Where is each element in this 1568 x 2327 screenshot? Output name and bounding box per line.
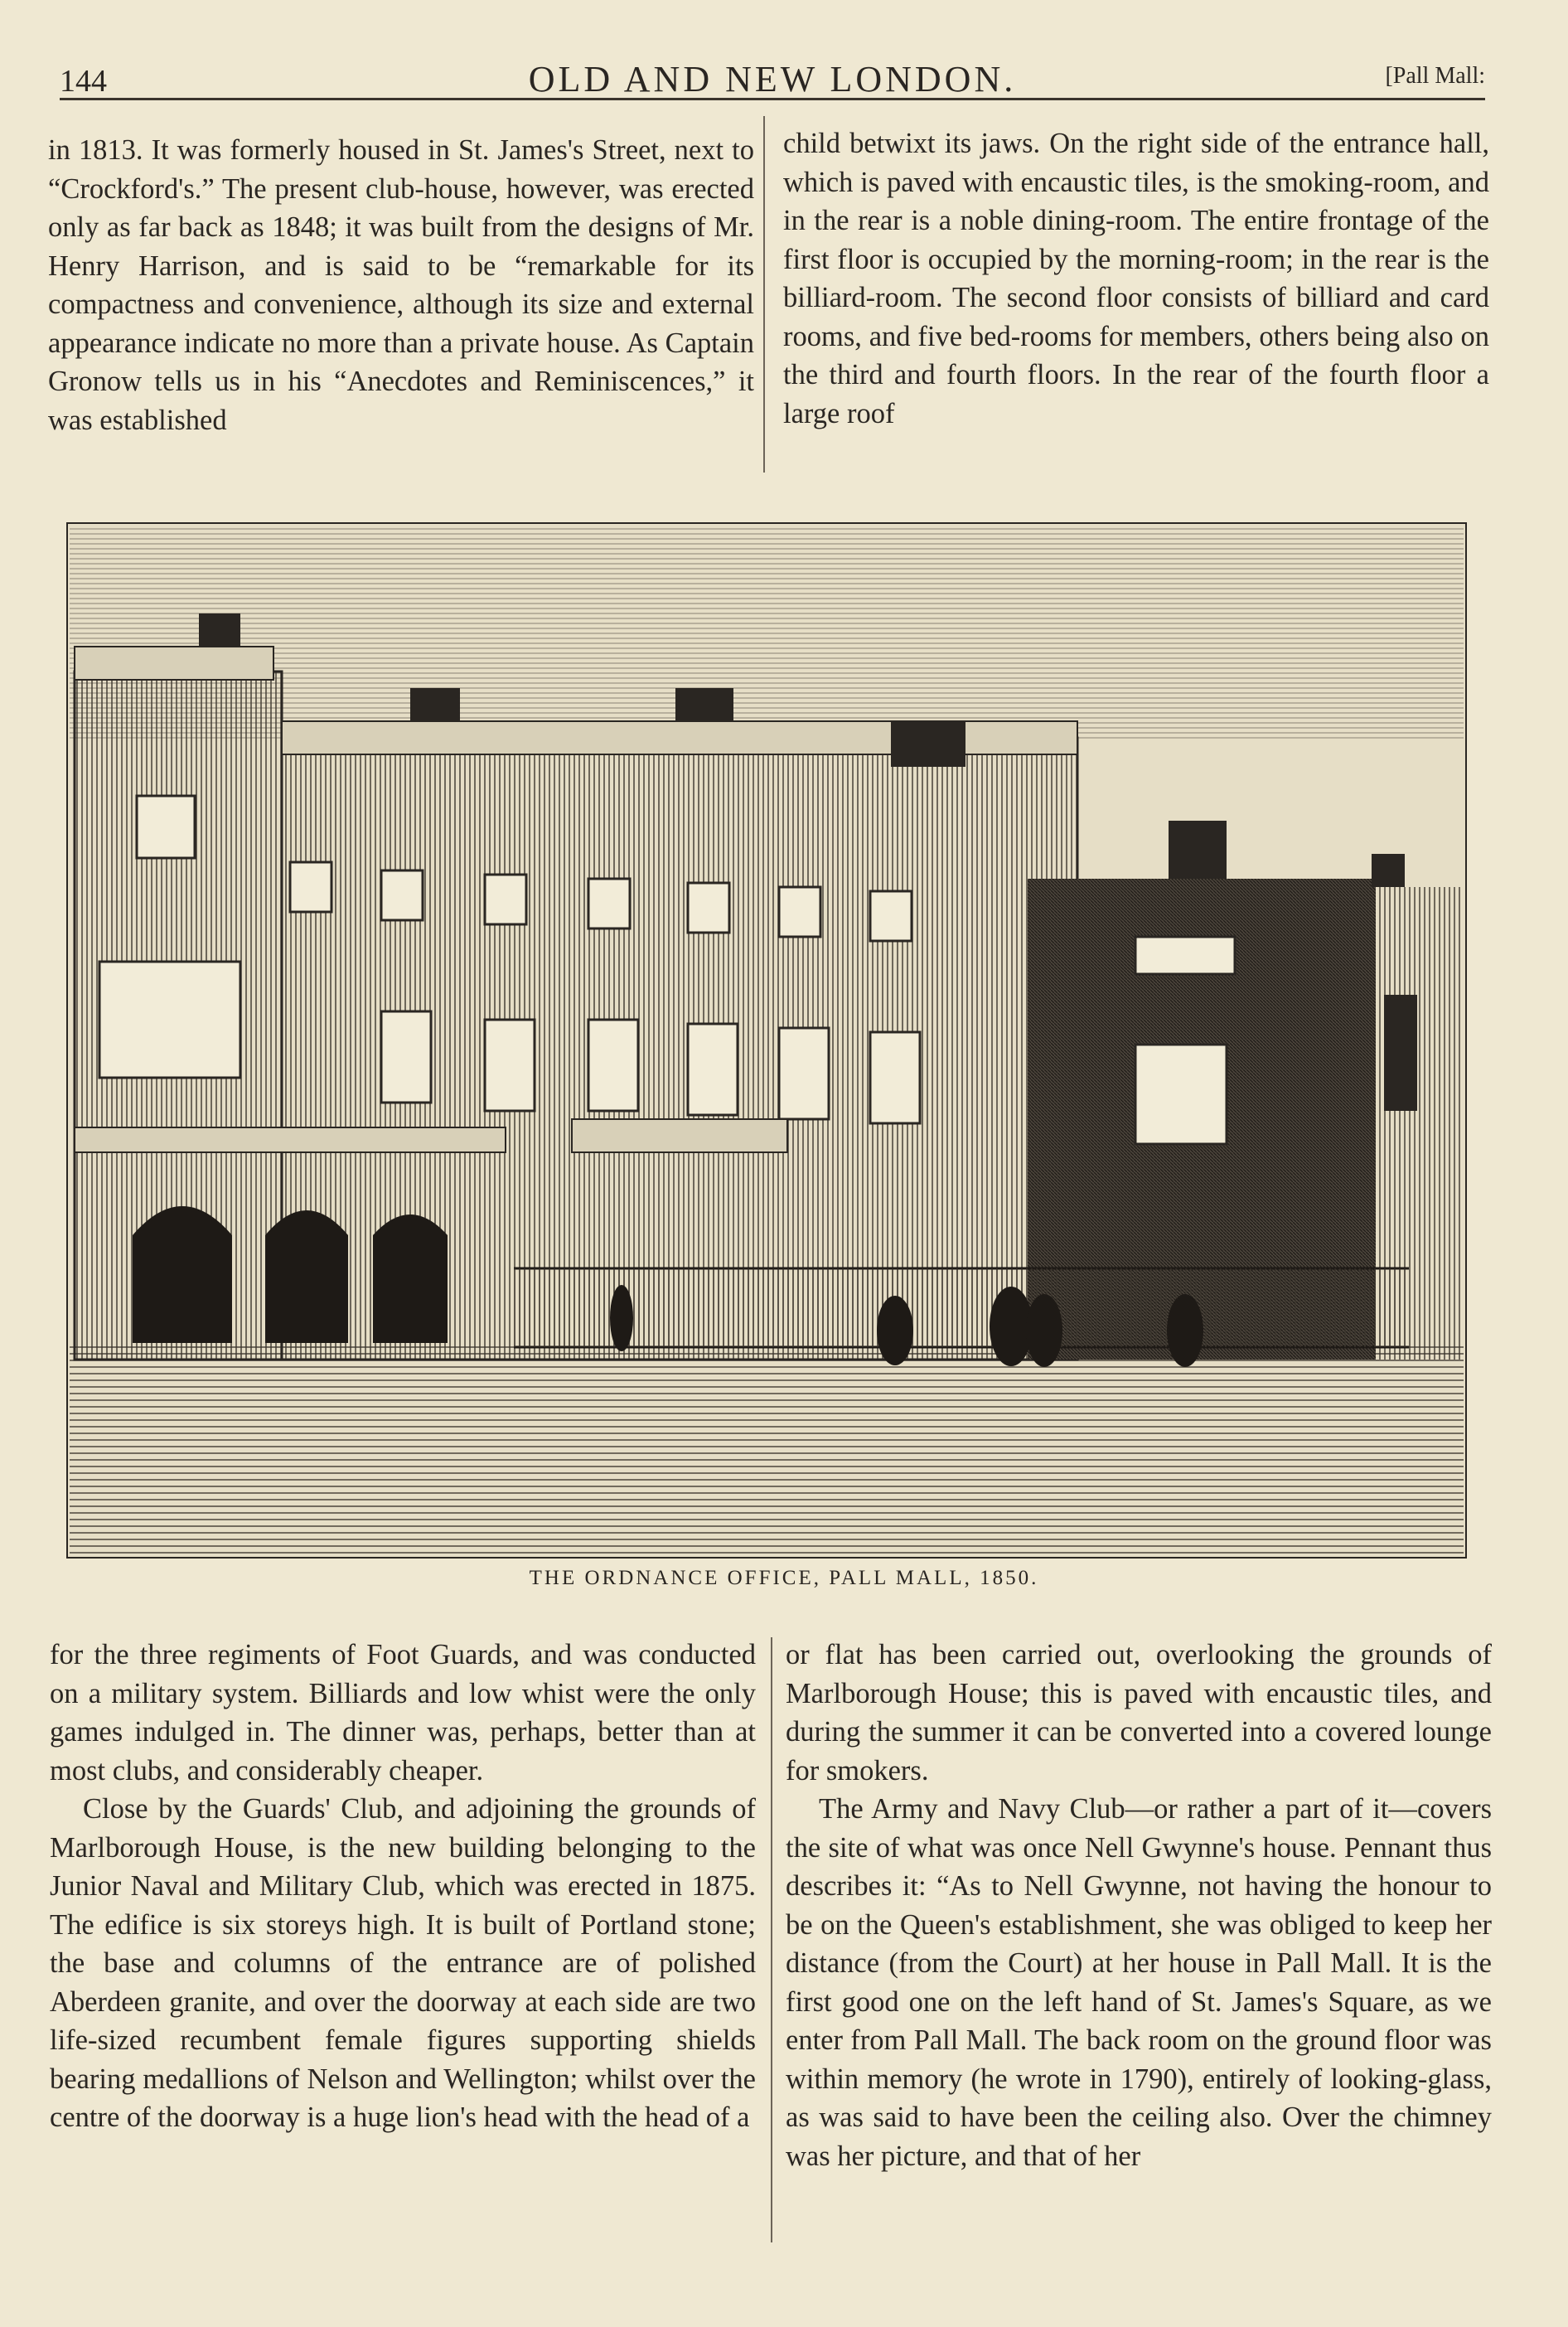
page-number: 144: [60, 64, 107, 99]
bottom-left-paragraph-2: Close by the Guards' Club, and adjoining the grounds of Marlborough House, is the new building belonging to the Junior Naval and Military Club, which was erected in 1875. The edifice is six storeys high. It is built of Portland stone; the base and columns of the entrance are of polished Aberdeen granite, and over the doorway at each side are two life-sized recumbent female figures supporting shields bearing medallions of Nelson and Wellington; whilst over the centre of the doorway is a huge lion's head with the head of a: [50, 1793, 756, 2133]
bottom-left-paragraph-1: for the three regiments of Foot Guards, and was conducted on a military system. Billiards and low whist were the only games indulged in. The dinner was, perhaps, better than at most clubs, and considerably cheaper.: [50, 1639, 756, 1786]
ordnance-office-engraving: [66, 522, 1467, 1559]
header-rule: [60, 98, 1485, 100]
bottom-right-column: [786, 1636, 1492, 2175]
top-right-column: [783, 124, 1489, 433]
illustration-caption: THE ORDNANCE OFFICE, PALL MALL, 1850.: [529, 1567, 1039, 1589]
top-left-column: [48, 131, 754, 439]
column-divider-bottom: [771, 1637, 772, 2242]
top-right-paragraph: child betwixt its jaws. On the right side of the entrance hall, which is paved with encaustic tiles, is the smoking-room, and in the rear is a noble dining-room. The entire frontage of the first floor is occupied by the morning-room; in the rear is the billiard-room. The second floor consists of billiard and card rooms, and five bed-rooms for members, others being also on the third and fourth floors. In the rear of the fourth floor a large roof: [783, 128, 1489, 429]
section-label: [Pall Mall:: [1385, 63, 1485, 89]
column-divider-top: [763, 116, 765, 473]
bottom-right-paragraph-2: The Army and Navy Club—or rather a part of it—covers the site of what was once Nell Gwynne's house. Pennant thus describes it: “As to Nell Gwynne, not having the honour to be on the Queen's establishment, she was obliged to keep her distance (from the Court) at her house in Pall Mall. It is the first good one on the left hand of St. James's Square, as we enter from Pall Mall. The back room on the ground floor was within memory (he wrote in 1790), entirely of looking-glass, as was said to have been the ceiling also. Over the chimney was her picture, and that of her: [786, 1793, 1492, 2172]
top-left-paragraph: in 1813. It was formerly housed in St. James's Street, next to “Crockford's.” The present club-house, however, was erected only as far back as 1848; it was built from the designs of Mr. Henry Harrison, and is said to be “remarkable for its compactness and convenience, although its size and external appearance indicate no more than a private house. As Captain Gronow tells us in his “Anecdotes and Reminiscences,” it was established: [48, 134, 754, 436]
book-title: OLD AND NEW LONDON.: [528, 59, 1017, 99]
bottom-right-paragraph-1: or flat has been carried out, overlooking the grounds of Marlborough House; this is paved with encaustic tiles, and during the summer it can be converted into a covered lounge for smokers.: [786, 1639, 1492, 1786]
bottom-left-column: [50, 1636, 756, 2137]
